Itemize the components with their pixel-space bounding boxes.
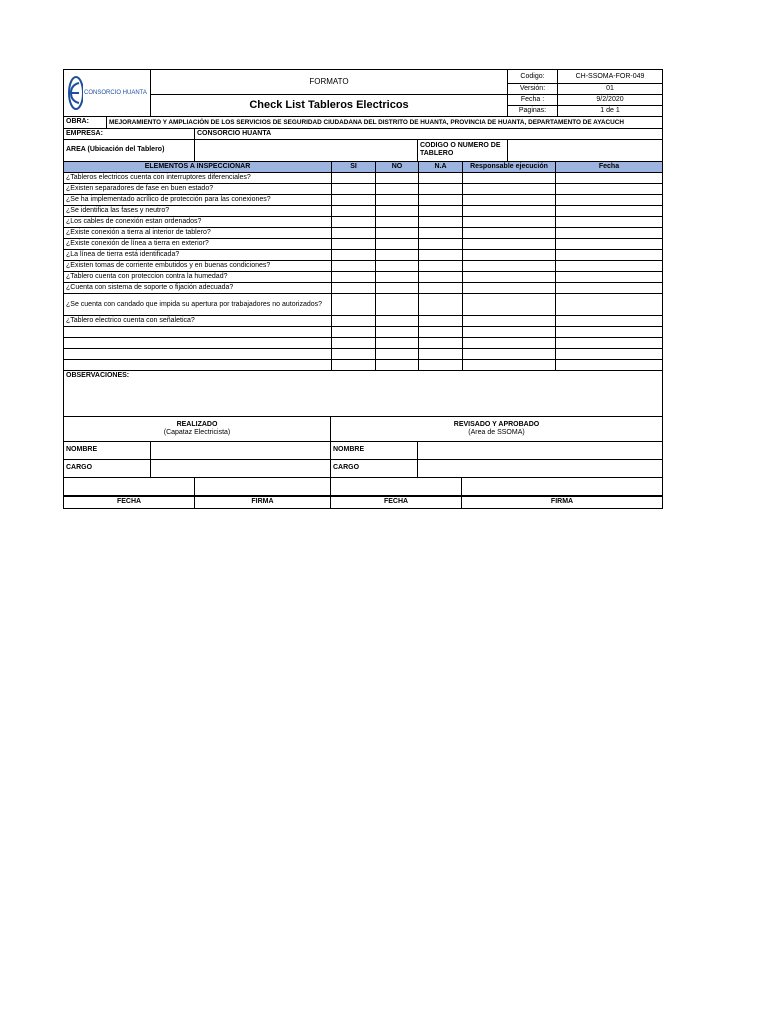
answer-na[interactable] [419,184,463,195]
answer-fecha[interactable] [556,316,663,327]
answer-na[interactable] [419,173,463,184]
blank-row [64,349,663,360]
checklist-question: ¿Tablero cuenta con proteccion contra la humedad? [64,272,332,283]
answer-responsable[interactable] [463,195,556,206]
answer-si[interactable] [332,184,376,195]
answer-no[interactable] [376,294,419,316]
checklist-row [64,261,663,272]
meta-label-version: Versión: [508,84,558,95]
realizado-fecha-label: FECHA [64,496,195,508]
answer-responsable[interactable] [463,239,556,250]
signature-table [63,417,663,509]
obra-label: OBRA: [64,117,107,128]
meta-value-fecha: 9/2/2020 [558,95,663,106]
answer-no[interactable] [376,261,419,272]
checklist-question: ¿Existen tomas de corriente embutidos y en buenas condiciones? [64,261,332,272]
checklist-question: ¿Tablero electrico cuenta con señaletica? [64,316,332,327]
observaciones[interactable]: OBSERVACIONES: [64,371,663,417]
answer-fecha[interactable] [556,272,663,283]
realizado-fecha-field[interactable] [64,477,195,496]
checklist-question: ¿Cuenta con sistema de soporte o fijación adecuada? [64,283,332,294]
answer-na[interactable] [419,294,463,316]
answer-responsable[interactable] [463,173,556,184]
answer-si[interactable] [332,239,376,250]
answer-no[interactable] [376,228,419,239]
answer-si[interactable] [332,294,376,316]
answer-no[interactable] [376,217,419,228]
answer-si[interactable] [332,272,376,283]
answer-na[interactable] [419,272,463,283]
answer-responsable[interactable] [463,228,556,239]
answer-si[interactable] [332,228,376,239]
answer-fecha[interactable] [556,283,663,294]
company-logo-icon [67,75,83,111]
answer-responsable[interactable] [463,294,556,316]
revisado-firma-label: FIRMA [462,496,663,508]
revisado-firma-field[interactable] [462,477,663,496]
realizado-firma-label: FIRMA [195,496,331,508]
checklist-row [64,272,663,283]
answer-fecha[interactable] [556,184,663,195]
checklist-row [64,184,663,195]
area-value[interactable] [195,139,418,161]
answer-fecha[interactable] [556,206,663,217]
answer-no[interactable] [376,195,419,206]
answer-no[interactable] [376,206,419,217]
blank-row [64,327,663,338]
answer-na[interactable] [419,239,463,250]
logo [64,70,151,117]
answer-na[interactable] [419,250,463,261]
answer-fecha[interactable] [556,195,663,206]
answer-responsable[interactable] [463,316,556,327]
checklist-row [64,217,663,228]
meta-label-fecha: Fecha : [508,95,558,106]
answer-responsable[interactable] [463,261,556,272]
revisado-fecha-field[interactable] [331,477,462,496]
answer-responsable[interactable] [463,250,556,261]
realizado-nombre-label: NOMBRE [64,441,151,459]
answer-fecha[interactable] [556,261,663,272]
answer-si[interactable] [332,206,376,217]
realizado-firma-field[interactable] [195,477,331,496]
checklist-row [64,294,663,316]
revisado-cargo-field[interactable] [418,459,663,477]
col-na: N.A [419,162,463,173]
answer-si[interactable] [332,173,376,184]
revisado-title: REVISADO Y APROBADO [453,421,540,429]
answer-responsable[interactable] [463,206,556,217]
checklist-row [64,239,663,250]
answer-no[interactable] [376,239,419,250]
header-table [63,69,663,117]
checklist-row [64,283,663,294]
answer-no[interactable] [376,173,419,184]
revisado-nombre-label: NOMBRE [331,441,418,459]
col-responsable: Responsable ejecución [463,162,556,173]
page-title: Check List Tableros Electricos [151,95,508,117]
answer-no[interactable] [376,316,419,327]
answer-responsable[interactable] [463,272,556,283]
answer-no[interactable] [376,272,419,283]
answer-fecha[interactable] [556,239,663,250]
formato-label: FORMATO [151,70,508,95]
checklist-question: ¿Existe conexión a tierra al interior de tablero? [64,228,332,239]
answer-fecha[interactable] [556,217,663,228]
answer-na[interactable] [419,228,463,239]
info-table [63,117,663,162]
meta-label-paginas: Paginas: [508,106,558,117]
answer-si[interactable] [332,261,376,272]
blank-row [64,338,663,349]
checklist-question: ¿La línea de tierra está identificada? [64,250,332,261]
answer-fecha[interactable] [556,228,663,239]
answer-no[interactable] [376,184,419,195]
checklist-question: ¿Tableros electricos cuenta con interruptores diferenciales? [64,173,332,184]
realizado-cargo-field[interactable] [151,459,331,477]
meta-value-paginas: 1 de 1 [558,106,663,117]
checklist-sheet [63,69,662,509]
answer-fecha[interactable] [556,294,663,316]
revisado-cargo-label: CARGO [331,459,418,477]
empresa-label: EMPRESA: [64,128,195,139]
realizado-block [64,417,331,441]
answer-responsable[interactable] [463,217,556,228]
col-fecha: Fecha [556,162,663,173]
checklist-question: ¿Se cuenta con candado que impida su apertura por trabajadores no autorizados? [64,294,332,316]
answer-si[interactable] [332,283,376,294]
codigo-value[interactable] [508,139,663,161]
checklist-question: ¿Se ha implementado acrílico de protección para las conexiones? [64,195,332,206]
answer-no[interactable] [376,250,419,261]
obra-value: MEJORAMIENTO Y AMPLIACIÓN DE LOS SERVICIOS DE SEGURIDAD CIUDADANA DEL DISTRITO DE HUANTA, PROVINCIA DE HUANTA, DEPARTAMENTO DE AYACUCH [107,117,663,128]
revisado-block [331,417,663,441]
answer-na[interactable] [419,195,463,206]
meta-value-codigo: CH-SSOMA-FOR-049 [558,70,663,84]
checklist-row [64,195,663,206]
checklist-row [64,228,663,239]
revisado-nombre-field[interactable] [418,441,663,459]
area-label: AREA (Ubicación del Tablero) [64,139,195,161]
revisado-subtitle: (Area de SSOMA) [468,428,525,436]
checklist-items [64,173,663,327]
revisado-fecha-label: FECHA [331,496,462,508]
answer-si[interactable] [332,250,376,261]
answer-na[interactable] [419,283,463,294]
checklist-table [63,162,663,418]
meta-value-version: 01 [558,84,663,95]
col-elementos: ELEMENTOS A INSPECCIONAR [64,162,332,173]
blank-row [64,360,663,371]
realizado-cargo-label: CARGO [64,459,151,477]
answer-na[interactable] [419,261,463,272]
answer-si[interactable] [332,316,376,327]
col-si: SI [332,162,376,173]
checklist-row [64,206,663,217]
answer-fecha[interactable] [556,250,663,261]
meta-label-codigo: Codigo: [508,70,558,84]
answer-responsable[interactable] [463,283,556,294]
checklist-question: ¿Existen separadores de fase en buen estado? [64,184,332,195]
checklist-question: ¿Los cables de conexión estan ordenados? [64,217,332,228]
answer-fecha[interactable] [556,173,663,184]
codigo-label: CODIGO O NUMERO DE TABLERO [418,139,508,161]
col-no: NO [376,162,419,173]
answer-na[interactable] [419,206,463,217]
answer-no[interactable] [376,283,419,294]
realizado-nombre-field[interactable] [151,441,331,459]
answer-si[interactable] [332,195,376,206]
answer-na[interactable] [419,316,463,327]
realizado-subtitle: (Capataz Electricista) [163,428,231,436]
checklist-question: ¿Existe conexión de línea a tierra en exterior? [64,239,332,250]
realizado-title: REALIZADO [176,421,218,429]
empresa-value: CONSORCIO HUANTA [195,128,663,139]
answer-na[interactable] [419,217,463,228]
checklist-row [64,173,663,184]
answer-si[interactable] [332,217,376,228]
answer-responsable[interactable] [463,184,556,195]
checklist-question: ¿Se identifica las fases y neutro? [64,206,332,217]
logo-text: CONSORCIO HUANTA [84,89,147,96]
checklist-row [64,316,663,327]
checklist-row [64,250,663,261]
